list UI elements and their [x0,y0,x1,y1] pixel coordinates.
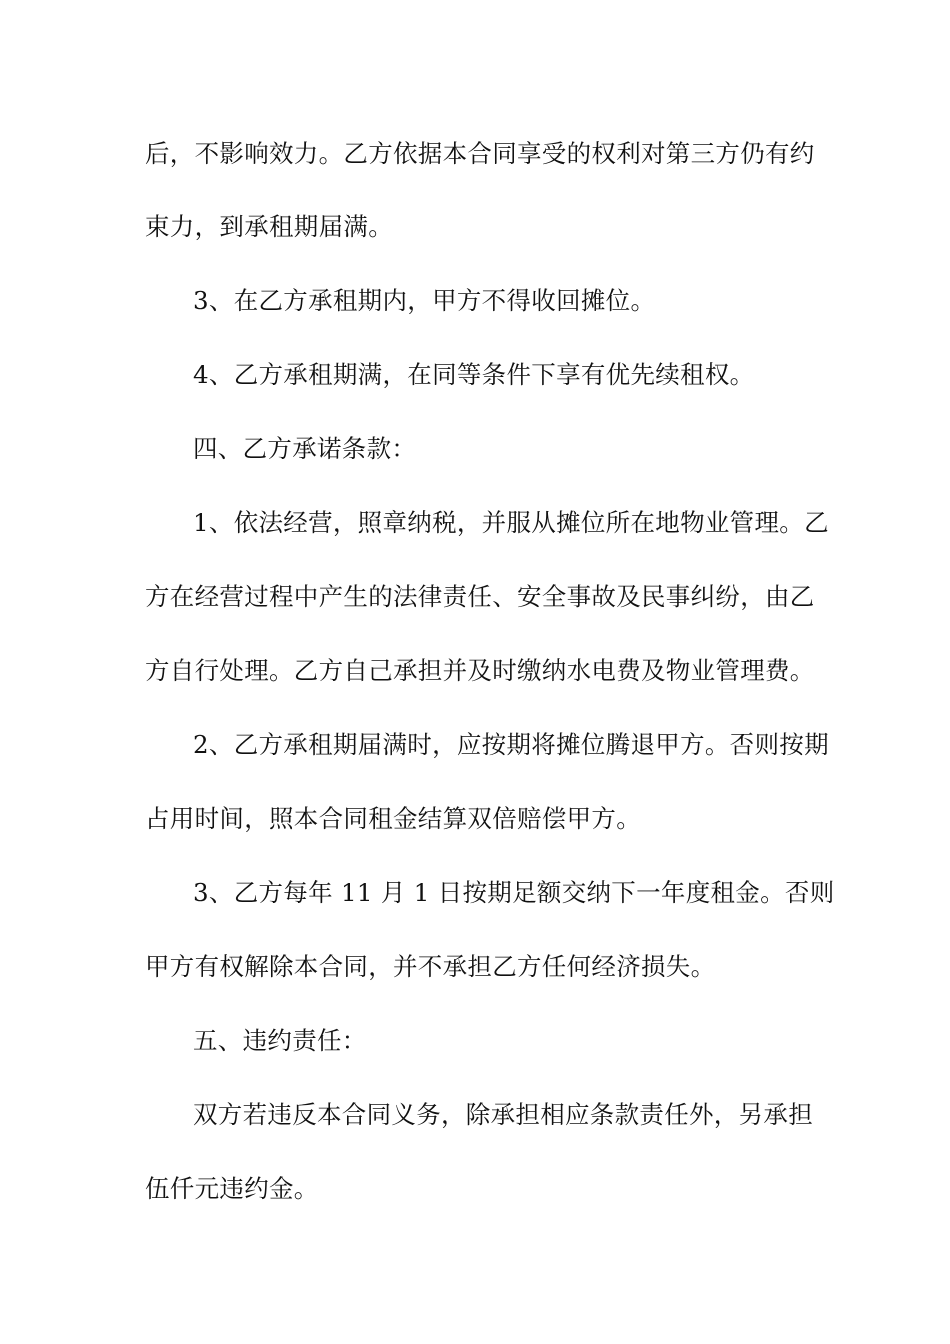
commitment-2-text: 2、乙方承租期届满时，应按期将摊位腾退甲方。否则按期 [193,730,829,759]
clause-3-text: 3、在乙方承租期内，甲方不得收回摊位。 [193,286,656,315]
section-heading-5: 五、违约责任： [193,1026,367,1055]
text-line: 伍仟元违约金。 [145,1174,319,1203]
clause-4-text: 4、乙方承租期满，在同等条件下享有优先续租权。 [193,360,755,389]
section-heading-4: 四、乙方承诺条款： [193,434,417,463]
commitment-1-text: 1、依法经营，照章纳税，并服从摊位所在地物业管理。乙 [193,508,829,537]
text-line: 方在经营过程中产生的法律责任、安全事故及民事纠纷，由乙 [145,582,815,611]
text-line: 束力，到承租期届满。 [145,212,393,241]
commitment-3-text: 3、乙方每年 11 月 1 日按期足额交纳下一年度租金。否则 [193,878,835,907]
text-line: 占用时间，照本合同租金结算双倍赔偿甲方。 [145,804,641,833]
text-line: 方自行处理。乙方自己承担并及时缴纳水电费及物业管理费。 [145,656,815,685]
breach-text: 双方若违反本合同义务，除承担相应条款责任外，另承担 [193,1100,813,1129]
text-line: 甲方有权解除本合同，并不承担乙方任何经济损失。 [145,952,716,981]
text-line: 后，不影响效力。乙方依据本合同享受的权利对第三方仍有约 [145,139,815,168]
